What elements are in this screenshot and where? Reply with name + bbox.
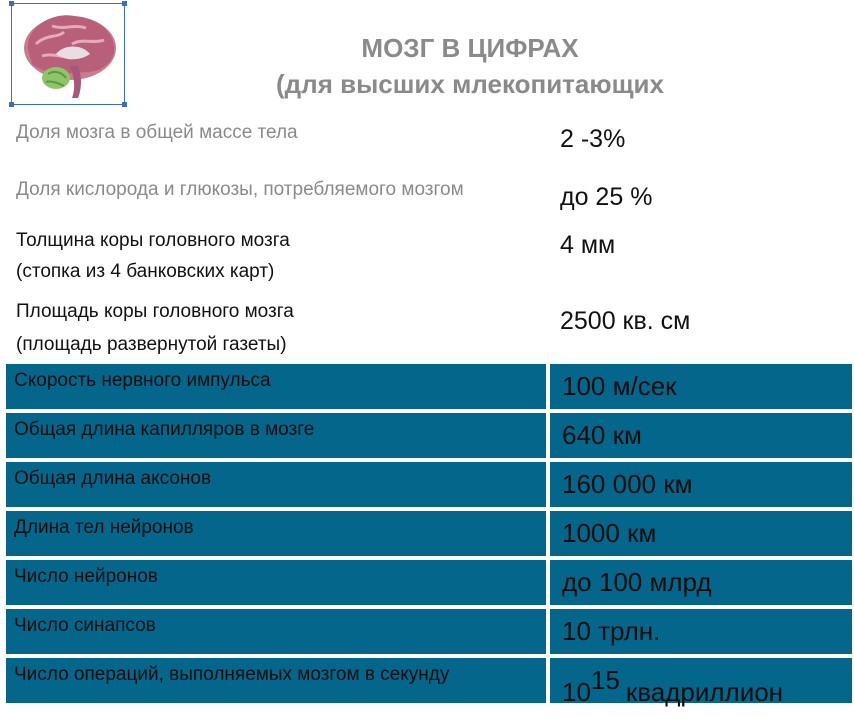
fact-label: Толщина коры головного мозга — [16, 230, 290, 251]
row-value: 1000 км — [562, 518, 657, 548]
table-row — [6, 658, 852, 707]
row-label: Скорость нервного импульса — [14, 370, 271, 391]
brain-logo — [11, 3, 125, 105]
row-value: до 100 млрд — [562, 567, 712, 597]
row-value: 100 м/сек — [562, 371, 677, 401]
frame-handle — [122, 102, 127, 107]
frame-handle — [122, 1, 127, 6]
page-subtitle: (для высших млекопитающих — [276, 69, 664, 99]
frame-handle — [9, 1, 14, 6]
row-label: Число операций, выполняемых мозгом в секунду — [14, 664, 450, 685]
row-value: 160 000 км — [562, 469, 693, 499]
table-cell-value — [550, 658, 852, 707]
row-label: Общая длина аксонов — [14, 468, 212, 489]
fact-sublabel: (стопка из 4 банковских карт) — [16, 261, 275, 282]
table-cell-label — [6, 658, 546, 703]
fact-label: Доля мозга в общей массе тела — [16, 122, 298, 143]
table-row — [6, 511, 852, 556]
value-base: 10 — [562, 677, 591, 707]
table-cell-value — [550, 462, 852, 507]
table-cell-label — [6, 364, 546, 409]
fact-value: 2 -3% — [560, 125, 626, 153]
table-cell-value — [550, 413, 852, 458]
frame-handle — [9, 102, 14, 107]
table-cell-value — [550, 364, 852, 409]
row-value — [562, 665, 783, 708]
table-cell-value — [550, 609, 852, 654]
table-row — [6, 413, 852, 458]
value-note: квадриллион — [625, 677, 784, 707]
fact-label: Доля кислорода и глюкозы, потребляемого мозгом — [16, 179, 464, 200]
row-value: 10 трлн. — [562, 616, 661, 646]
value-exponent: 15 — [590, 665, 620, 695]
row-value: 640 км — [562, 420, 642, 450]
table-cell-value — [550, 560, 852, 605]
fact-value: 2500 кв. см — [560, 307, 691, 335]
table-row — [6, 609, 852, 654]
row-label: Число синапсов — [14, 615, 156, 636]
table-cell-label — [6, 462, 546, 507]
fact-value: 4 мм — [560, 231, 616, 259]
table-cell-label — [6, 609, 546, 654]
table-row — [6, 462, 852, 507]
table-cell-label — [6, 560, 546, 605]
row-label: Число нейронов — [14, 566, 158, 587]
table-row — [6, 364, 852, 409]
row-label: Длина тел нейронов — [14, 517, 194, 538]
table-cell-value — [550, 511, 852, 556]
table-cell-label — [6, 413, 546, 458]
fact-value: до 25 % — [560, 183, 653, 211]
table-row — [6, 560, 852, 605]
page-title: МОЗГ В ЦИФРАХ — [361, 33, 579, 63]
fact-sublabel: (площадь развернутой газеты) — [16, 334, 287, 355]
brain-icon — [12, 4, 124, 104]
table-cell-label — [6, 511, 546, 556]
row-label: Общая длина капилляров в мозге — [14, 419, 315, 440]
fact-label: Площадь коры головного мозга — [16, 301, 294, 322]
